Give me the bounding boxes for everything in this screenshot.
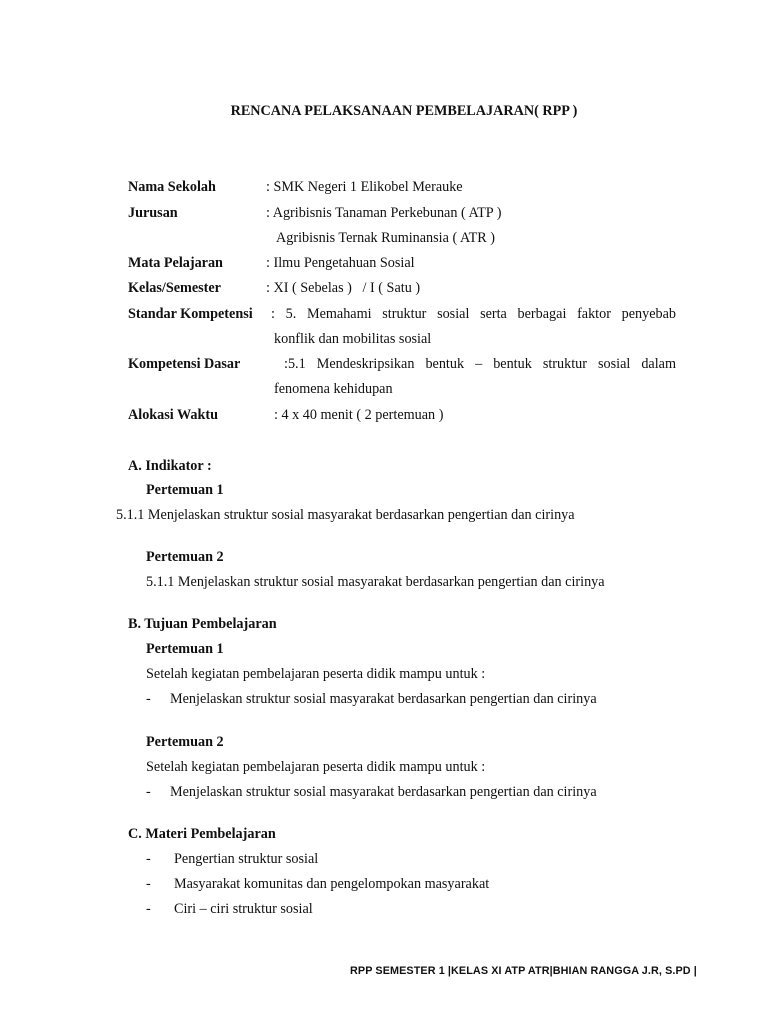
section-c-item: Masyarakat komunitas dan pengelompokan masyarakat [174, 876, 490, 892]
section-b-pertemuan-2-heading: Pertemuan 2 [146, 734, 224, 750]
kompetensi-dasar-value-2: fenomena kehidupan [274, 381, 393, 397]
section-a-heading: A. Indikator : [128, 458, 212, 474]
document-title: RENCANA PELAKSANAAN PEMBELAJARAN( RPP ) [230, 103, 578, 119]
alokasi-waktu-value: : 4 x 40 menit ( 2 pertemuan ) [274, 407, 444, 423]
section-c-dash-2: - [146, 876, 151, 892]
kelas-semester-label: Kelas/Semester [128, 280, 221, 296]
standar-kompetensi-label: Standar Kompetensi [128, 306, 253, 322]
section-b-pertemuan-1-dash: - [146, 691, 151, 707]
kompetensi-dasar-label: Kompetensi Dasar [128, 356, 241, 372]
section-a-pertemuan-2-item: 5.1.1 Menjelaskan struktur sosial masyarakat berdasarkan pengertian dan cirinya [146, 574, 605, 590]
standar-kompetensi-value-1: : 5. Memahami struktur sosial serta berbagai faktor penyebab [271, 306, 676, 322]
jurusan-label: Jurusan [128, 205, 178, 221]
jurusan-value-1: : Agribisnis Tanaman Perkebunan ( ATP ) [266, 205, 502, 221]
section-b-pertemuan-2-intro: Setelah kegiatan pembelajaran peserta didik mampu untuk : [146, 759, 486, 775]
kelas-semester-value: : XI ( Sebelas ) / I ( Satu ) [266, 280, 421, 296]
section-b-pertemuan-2-dash: - [146, 784, 151, 800]
section-c-item: Pengertian struktur sosial [174, 851, 319, 867]
nama-sekolah-label: Nama Sekolah [128, 179, 216, 195]
section-b-pertemuan-1-bullet: Menjelaskan struktur sosial masyarakat berdasarkan pengertian dan cirinya [170, 691, 597, 707]
standar-kompetensi-value-2: konflik dan mobilitas sosial [274, 331, 432, 347]
section-b-heading: B. Tujuan Pembelajaran [128, 616, 277, 632]
section-b-pertemuan-2-bullet: Menjelaskan struktur sosial masyarakat berdasarkan pengertian dan cirinya [170, 784, 597, 800]
section-a-pertemuan-1-heading: Pertemuan 1 [146, 482, 224, 498]
section-c-dash-3: - [146, 901, 151, 917]
page-footer: RPP SEMESTER 1 |KELAS XI ATP ATR|BHIAN RANGGA J.R, S.PD | [350, 965, 697, 977]
nama-sekolah-value: : SMK Negeri 1 Elikobel Merauke [266, 179, 463, 195]
section-b-pertemuan-1-heading: Pertemuan 1 [146, 641, 224, 657]
section-c-heading: C. Materi Pembelajaran [128, 826, 276, 842]
section-a-pertemuan-2-heading: Pertemuan 2 [146, 549, 224, 565]
kompetensi-dasar-value-1: :5.1 Mendeskripsikan bentuk – bentuk struktur sosial dalam [284, 356, 676, 372]
alokasi-waktu-label: Alokasi Waktu [128, 407, 219, 423]
section-c-item: Ciri – ciri struktur sosial [174, 901, 313, 917]
section-b-pertemuan-1-intro: Setelah kegiatan pembelajaran peserta didik mampu untuk : [146, 666, 486, 682]
section-c-dash-1: - [146, 851, 151, 867]
section-a-pertemuan-1-item: 5.1.1 Menjelaskan struktur sosial masyarakat berdasarkan pengertian dan cirinya [116, 507, 575, 523]
jurusan-value-2: Agribisnis Ternak Ruminansia ( ATR ) [276, 230, 496, 246]
mata-pelajaran-value: : Ilmu Pengetahuan Sosial [266, 255, 415, 271]
mata-pelajaran-label: Mata Pelajaran [128, 255, 223, 271]
